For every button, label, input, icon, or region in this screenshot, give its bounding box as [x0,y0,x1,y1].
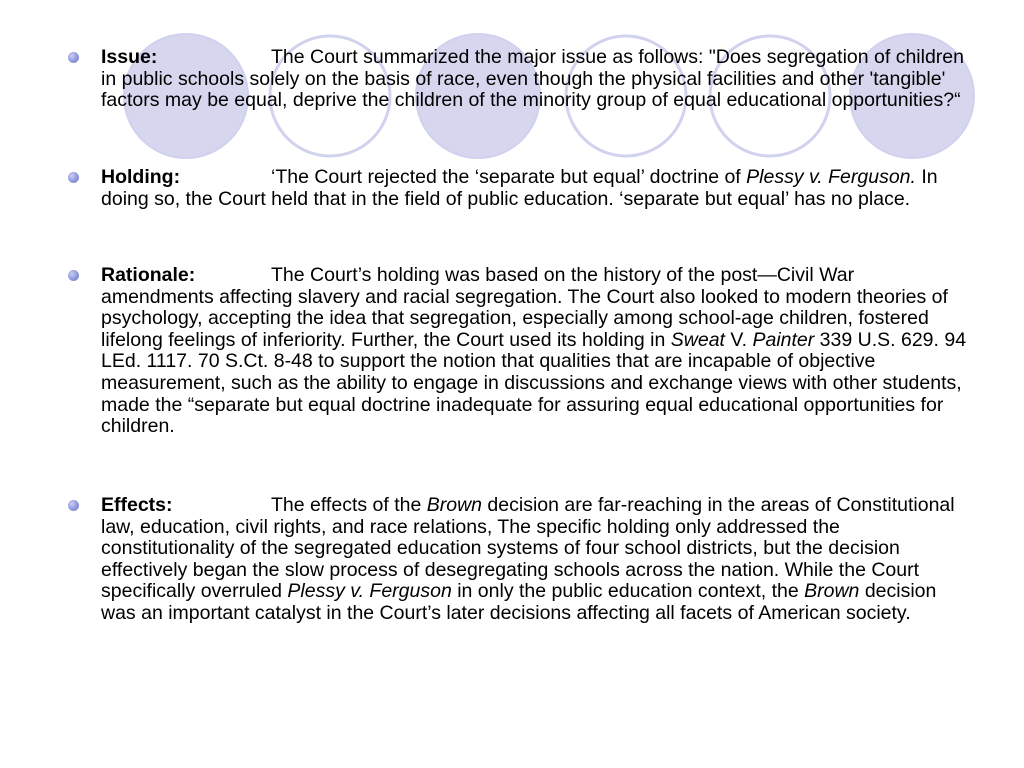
effects-text-1: The effects of the [271,494,427,516]
bullet-point-icon [68,500,79,511]
rationale-case-sweat: Sweat [670,328,725,351]
bullet-effects [101,495,969,625]
effects-text-4: decision was an important catalyst in the Court’s later decisions affecting all facets of American society. [101,580,937,624]
bullet-rationale [101,265,969,438]
issue-label: Issue: [101,46,158,68]
bullet-holding [101,167,969,210]
issue-text: The Court summarized the major issue as follows: "Does segregation of children in public schools solely on the basis of race, even though the physical facilities and other 'tangible' factors may be equal, deprive the children of the minority group of equal educational opportunities?“ [101,46,964,112]
effects-case-brown-2: Brown [804,580,860,603]
effects-case-plessy: Plessy v. Ferguson [287,580,452,603]
rationale-text-1: The Court’s holding was based on the history of the post—Civil War amendments affecting slavery and racial segregation. The Court also looked to modern theories of psychology, accepting the idea that segregation, especially among school-age children, fostered lifelong feelings of inferiority. Further, the Court used its holding in [101,264,948,351]
rationale-label: Rationale: [101,264,196,286]
effects-text-2: decision are far-reaching in the areas of Constitutional law, education, civil rights, and race relations, The specific holding only addressed the constitutionality of the segregated education systems of four school districts, but the decision effectively began the slow process of desegregating schools across the nation. While the Court specifically overruled [101,494,955,603]
rationale-text-2: V. [724,328,753,351]
effects-text-3: in only the public education context, the [451,580,805,603]
bullet-issue [101,47,969,112]
holding-case-name: Plessy v. Ferguson. [746,166,916,188]
rationale-text-3: 339 U.S. 629. 94 LEd. 1117. 70 S.Ct. 8-48 to support the notion that qualities that are incapable of objective measurement, such as the ability to engage in discussions and exchange views with other students, made the “separate but equal doctrine inadequate for assuring equal educational opportunities for children. [101,328,967,438]
effects-label: Effects: [101,494,173,516]
holding-label: Holding: [101,166,181,188]
holding-text-2: In doing so, the Court held that in the field of public education. ‘separate but equal’ has no place. [101,166,938,210]
rationale-case-painter: Painter [752,328,815,351]
holding-text-1: ‘The Court rejected the ‘separate but equal’ doctrine of [271,166,747,188]
bullet-point-icon [68,52,79,63]
effects-case-brown: Brown [426,494,483,516]
bullet-point-icon [68,172,79,183]
bullet-point-icon [68,270,79,281]
